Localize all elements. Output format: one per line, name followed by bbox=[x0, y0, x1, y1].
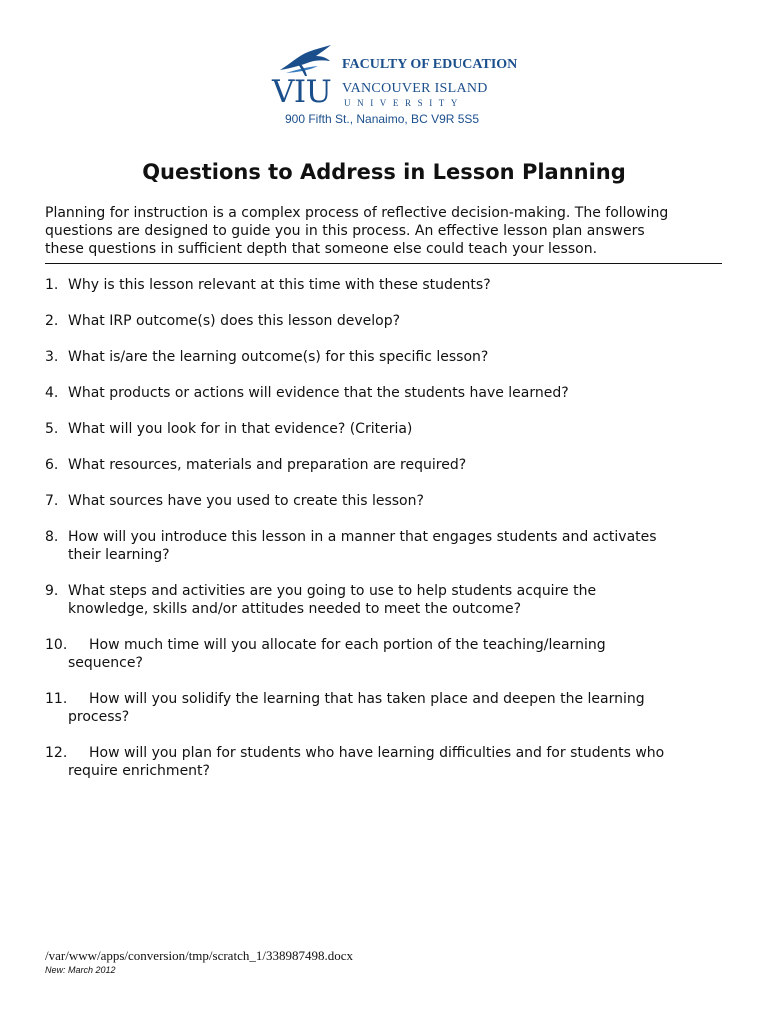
intro-line: questions are designed to guide you in this process. An effective lesson plan answers bbox=[45, 223, 645, 239]
section-divider bbox=[45, 263, 722, 264]
question-line: require enrichment? bbox=[68, 763, 210, 779]
question-item bbox=[45, 636, 725, 672]
question-number: 5. bbox=[45, 421, 59, 437]
question-item bbox=[45, 492, 725, 510]
question-text bbox=[45, 492, 725, 510]
intro-line: these questions in sufficient depth that someone else could teach your lesson. bbox=[45, 241, 598, 257]
question-number: 4. bbox=[45, 385, 59, 401]
question-line: process? bbox=[68, 709, 130, 725]
question-item bbox=[45, 690, 725, 726]
revision-date: New: March 2012 bbox=[45, 965, 116, 975]
page-title: Questions to Address in Lesson Planning bbox=[142, 160, 626, 184]
question-item bbox=[45, 456, 725, 474]
question-item bbox=[45, 528, 725, 564]
question-text bbox=[45, 690, 725, 726]
question-line: knowledge, skills and/or attitudes needed to meet the outcome? bbox=[68, 601, 522, 617]
question-number: 1. bbox=[45, 277, 59, 293]
logo-abbreviation: VIU bbox=[272, 74, 332, 110]
question-number: 7. bbox=[45, 493, 59, 509]
institution-name-line1: VANCOUVER ISLAND bbox=[342, 81, 488, 96]
bird-icon bbox=[278, 44, 332, 76]
question-item bbox=[45, 582, 725, 618]
question-line: What will you look for in that evidence? (Criteria) bbox=[68, 421, 413, 437]
question-text bbox=[45, 348, 725, 366]
question-number: 8. bbox=[45, 529, 59, 545]
question-number: 11. bbox=[45, 691, 68, 707]
question-line: How will you solidify the learning that has taken place and deepen the learning bbox=[89, 691, 645, 707]
intro-paragraph bbox=[45, 204, 725, 258]
question-item bbox=[45, 276, 725, 294]
intro-line: Planning for instruction is a complex process of reflective decision-making. The following bbox=[45, 205, 669, 221]
question-line: How will you plan for students who have learning difficulties and for students who bbox=[89, 745, 665, 761]
question-text bbox=[45, 276, 725, 294]
institution-address: 900 Fifth St., Nanaimo, BC V9R 5S5 bbox=[285, 112, 480, 126]
question-number: 9. bbox=[45, 583, 59, 599]
question-text bbox=[45, 456, 725, 474]
question-item bbox=[45, 744, 725, 780]
question-line: What is/are the learning outcome(s) for this specific lesson? bbox=[68, 349, 489, 365]
question-line: What resources, materials and preparation are required? bbox=[68, 457, 467, 473]
question-number: 6. bbox=[45, 457, 59, 473]
question-list bbox=[45, 276, 725, 780]
question-line: their learning? bbox=[68, 547, 170, 563]
institution-name-line2: UNIVERSITY bbox=[344, 98, 464, 108]
question-text bbox=[45, 420, 725, 438]
question-line: How much time will you allocate for each portion of the teaching/learning bbox=[89, 637, 606, 653]
question-item bbox=[45, 420, 725, 438]
question-text bbox=[45, 384, 725, 402]
question-line: sequence? bbox=[68, 655, 143, 671]
question-line: Why is this lesson relevant at this time with these students? bbox=[68, 277, 491, 293]
question-item bbox=[45, 348, 725, 366]
question-text bbox=[45, 744, 725, 780]
question-text bbox=[45, 312, 725, 330]
question-number: 2. bbox=[45, 313, 59, 329]
question-line: What sources have you used to create this lesson? bbox=[68, 493, 424, 509]
question-text bbox=[45, 636, 725, 672]
faculty-name: FACULTY OF EDUCATION bbox=[342, 57, 518, 72]
question-item bbox=[45, 384, 725, 402]
question-text bbox=[45, 582, 725, 618]
file-path: /var/www/apps/conversion/tmp/scratch_1/338987498.docx bbox=[45, 948, 353, 963]
question-line: What products or actions will evidence that the students have learned? bbox=[68, 385, 569, 401]
question-number: 12. bbox=[45, 745, 68, 761]
question-number: 10. bbox=[45, 637, 68, 653]
question-item bbox=[45, 312, 725, 330]
question-line: What IRP outcome(s) does this lesson develop? bbox=[68, 313, 401, 329]
question-line: What steps and activities are you going to use to help students acquire the bbox=[68, 583, 597, 599]
institution-logo bbox=[272, 44, 518, 132]
question-line: How will you introduce this lesson in a manner that engages students and activates bbox=[68, 529, 657, 545]
question-number: 3. bbox=[45, 349, 59, 365]
question-text bbox=[45, 528, 725, 564]
